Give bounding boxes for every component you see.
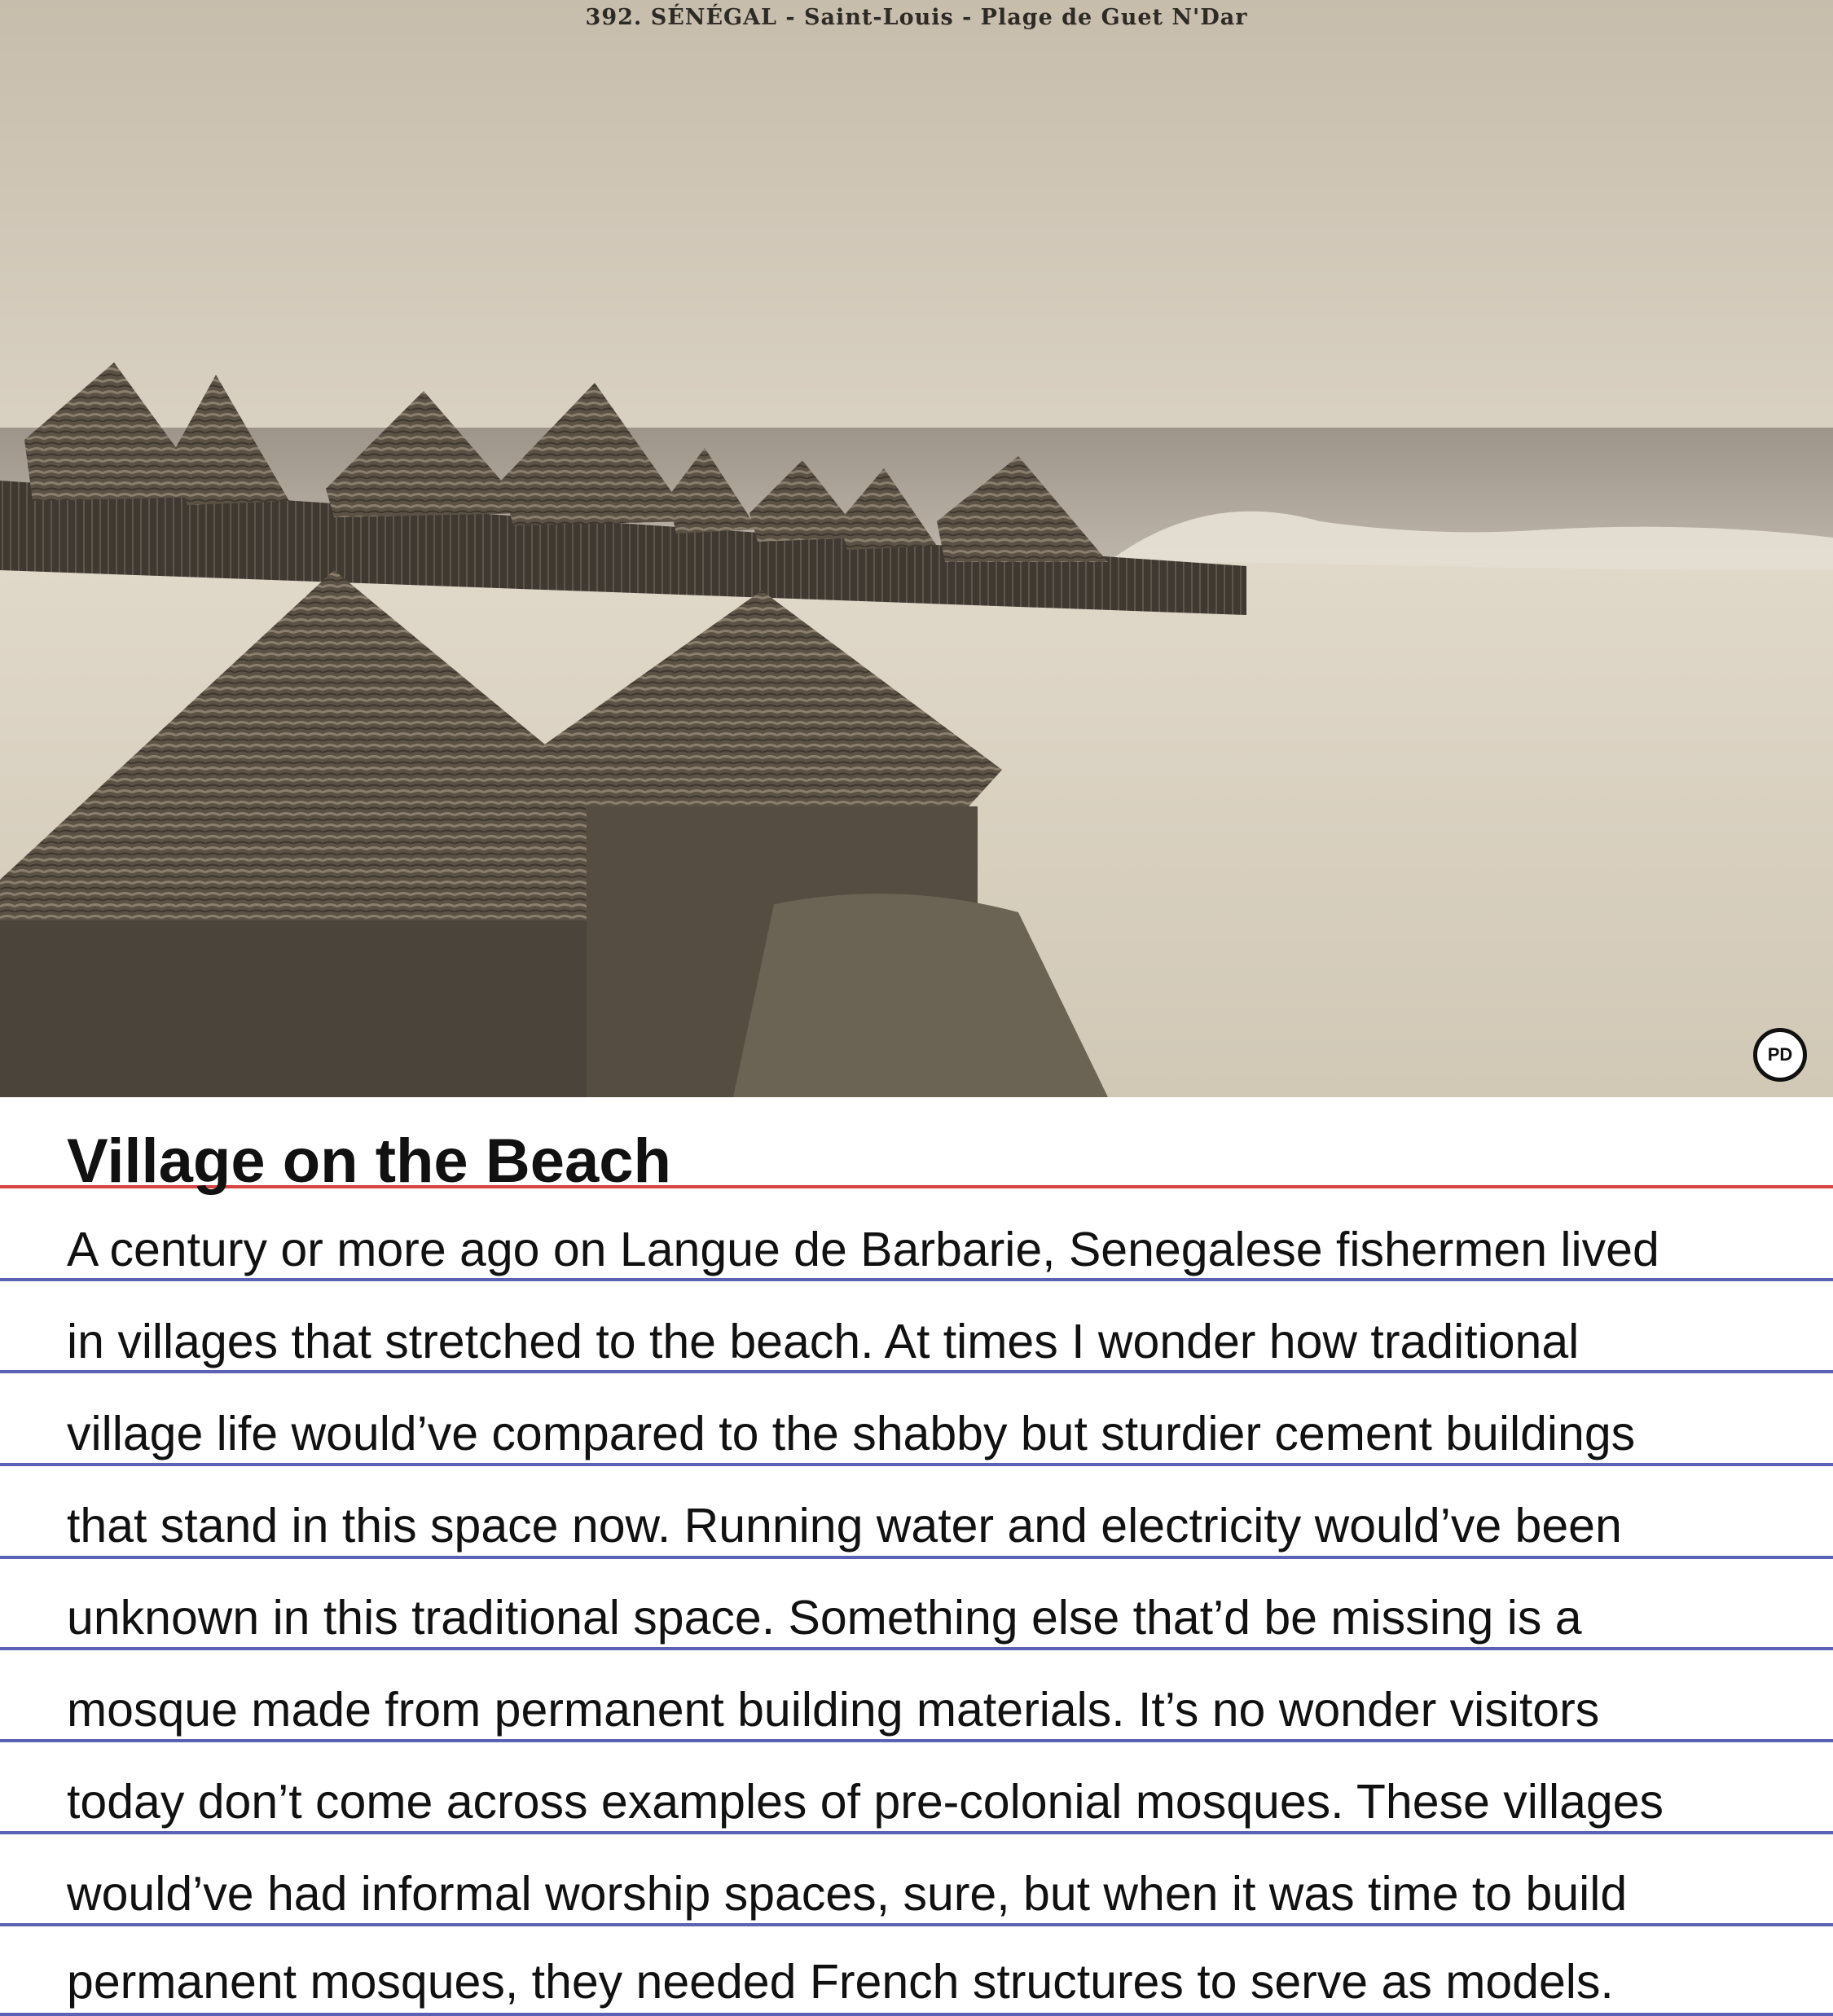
- sky: [0, 0, 1833, 440]
- body-line: mosque made from permanent building materials. It’s no wonder visitors: [67, 1683, 1600, 1737]
- body-line: permanent mosques, they needed French structures to serve as models.: [67, 1955, 1614, 2009]
- body-line: that stand in this space now. Running water and electricity would’ve been: [67, 1499, 1622, 1553]
- body-line: village life would’ve compared to the shabby but sturdier cement buildings: [67, 1407, 1636, 1460]
- article-title: Village on the Beach: [67, 1127, 671, 1196]
- public-domain-badge: PD: [1753, 1028, 1807, 1082]
- body-line: would’ve had informal worship spaces, sure, but when it was time to build: [67, 1867, 1628, 1921]
- postcard-caption: 392. SÉNÉGAL - Saint-Louis - Plage de Guet N'Dar: [585, 5, 1248, 30]
- body-line: today don’t come across examples of pre-colonial mosques. These villages: [67, 1775, 1664, 1829]
- body-line: in villages that stretched to the beach. At times I wonder how traditional: [67, 1315, 1580, 1368]
- body-line: A century or more ago on Langue de Barbarie, Senegalese fishermen lived: [67, 1223, 1659, 1276]
- body-line: unknown in this traditional space. Something else that’d be missing is a: [67, 1591, 1582, 1645]
